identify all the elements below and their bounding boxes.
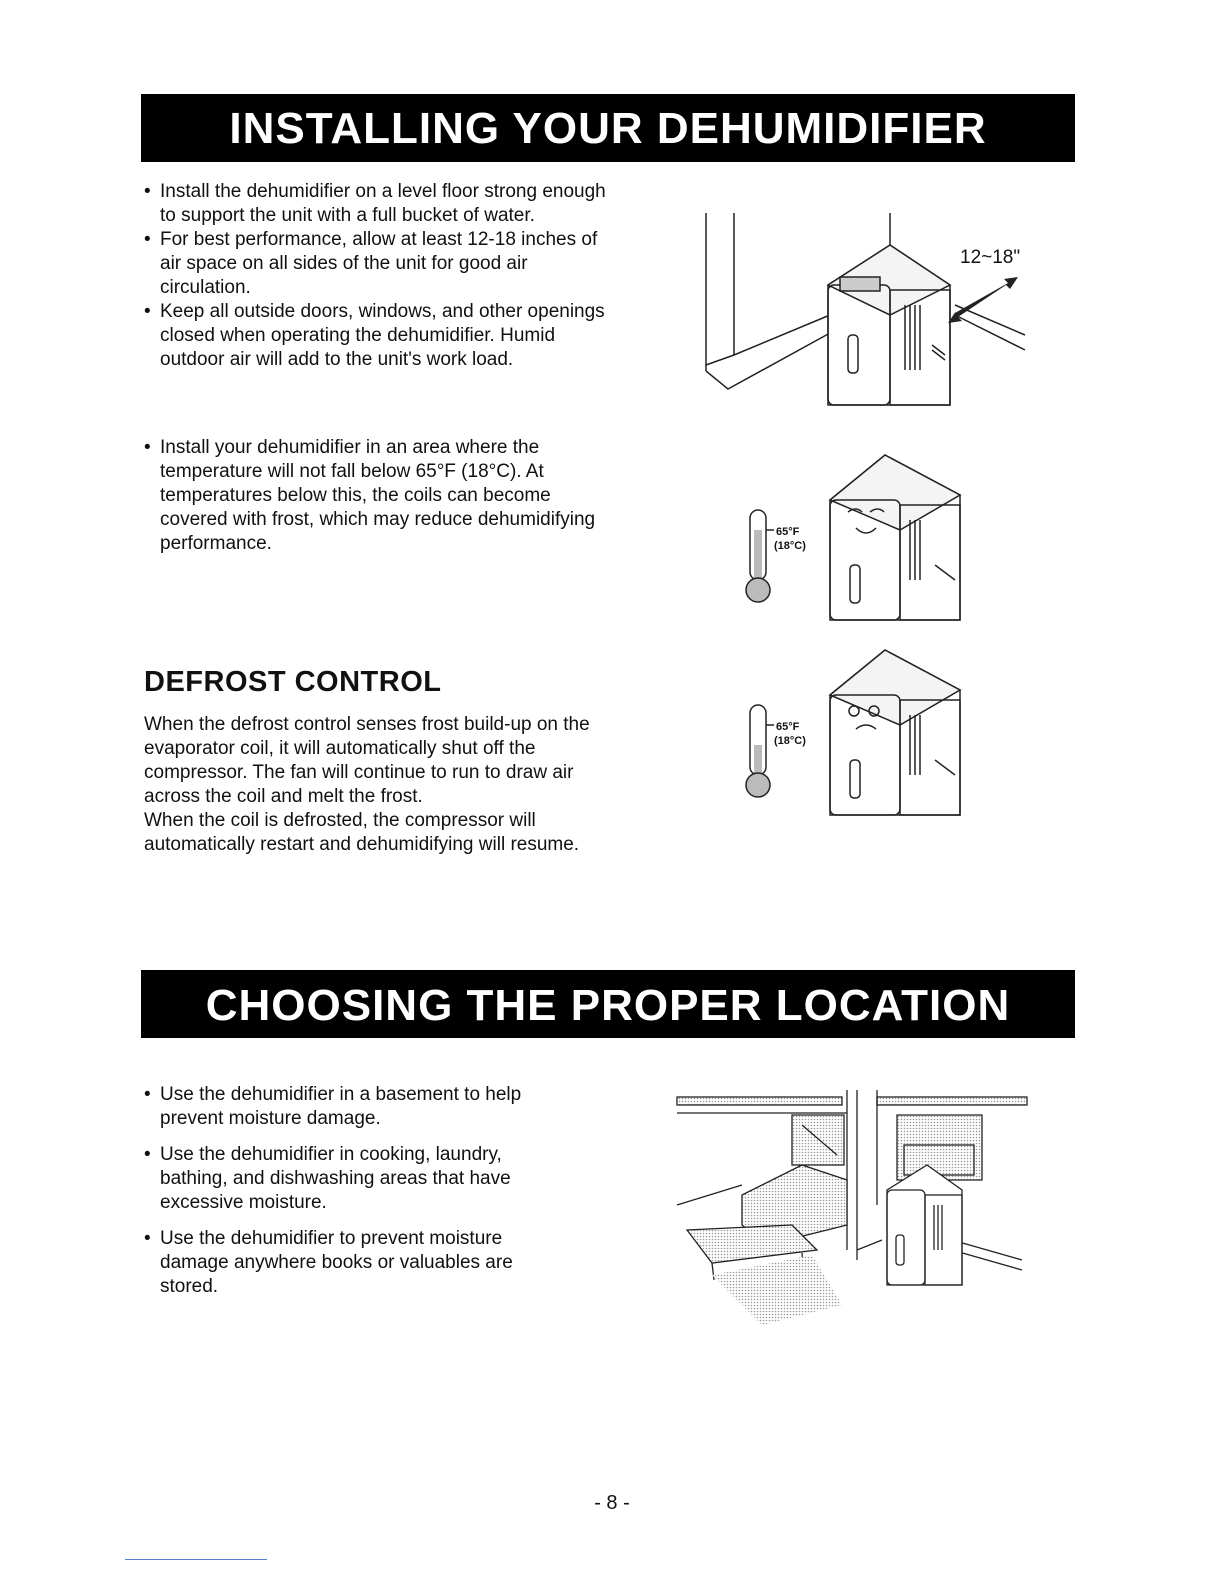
temperature-bullet — [144, 436, 674, 556]
section-title-location: CHOOSING THE PROPER LOCATION — [141, 970, 1075, 1038]
list-item — [144, 1143, 624, 1215]
bullet-icon: • — [144, 229, 151, 250]
cold-temperature-illustration — [730, 645, 970, 845]
text-line: Install your dehumidifier in an area where the — [160, 437, 540, 458]
list-item — [144, 436, 674, 556]
footer-rule — [125, 1559, 267, 1560]
text-line: Use the dehumidifier in cooking, laundry, — [160, 1144, 502, 1165]
text-line: across the coil and melt the frost. — [144, 786, 423, 807]
text-line: covered with frost, which may reduce dehumidifying — [160, 509, 596, 530]
text-line: Use the dehumidifier to prevent moisture — [160, 1228, 503, 1249]
text-line: temperature will not fall below 65°F (18°C). At — [160, 461, 544, 482]
text-line: prevent moisture damage. — [160, 1108, 381, 1129]
defrost-text — [144, 713, 674, 857]
page-number: - 8 - — [594, 1492, 630, 1514]
text-line: excessive moisture. — [160, 1192, 327, 1213]
text-line: Install the dehumidifier on a level floor strong enough — [160, 181, 606, 202]
text-line: stored. — [160, 1276, 219, 1297]
install-bullets — [144, 180, 674, 372]
list-item — [144, 180, 674, 228]
warm-temperature-illustration — [730, 450, 970, 650]
thermometer-f-label: 65°F — [776, 721, 800, 733]
clearance-illustration — [700, 205, 1040, 420]
bullet-icon: • — [144, 1084, 151, 1105]
room-illustration — [672, 1085, 1032, 1330]
clearance-label: 12~18" — [960, 247, 1021, 268]
bullet-icon: • — [144, 437, 151, 458]
text-line: When the defrost control senses frost build-up on the — [144, 714, 590, 735]
text-line: For best performance, allow at least 12-18 inches of — [160, 229, 598, 250]
text-line: Use the dehumidifier in a basement to help — [160, 1084, 522, 1105]
defrost-heading: DEFROST CONTROL — [144, 666, 442, 698]
bullet-icon: • — [144, 1144, 151, 1165]
bullet-icon: • — [144, 181, 151, 202]
section-title-installing: INSTALLING YOUR DEHUMIDIFIER — [141, 94, 1075, 162]
text-line: outdoor air will add to the unit's work load. — [160, 349, 514, 370]
text-line: automatically restart and dehumidifying will resume. — [144, 834, 580, 855]
text-line: performance. — [160, 533, 272, 554]
text-line: damage anywhere books or valuables are — [160, 1252, 513, 1273]
text-line: compressor. The fan will continue to run to draw air — [144, 762, 574, 783]
thermometer-c-label: (18°C) — [774, 735, 806, 747]
clearance-arrow-icon — [948, 277, 1018, 323]
bullet-icon: • — [144, 301, 151, 322]
text-line: evaporator coil, it will automatically shut off the — [144, 738, 536, 759]
text-line: Keep all outside doors, windows, and other openings — [160, 301, 605, 322]
text-line: When the coil is defrosted, the compressor will — [144, 810, 536, 831]
bullet-icon: • — [144, 1228, 151, 1249]
text-line: closed when operating the dehumidifier. Humid — [160, 325, 556, 346]
text-line: air space on all sides of the unit for good air — [160, 253, 528, 274]
thermometer-f-label: 65°F — [776, 526, 800, 538]
text-line: temperatures below this, the coils can become — [160, 485, 551, 506]
text-line: bathing, and dishwashing areas that have — [160, 1168, 511, 1189]
list-item — [144, 1227, 624, 1299]
list-item — [144, 228, 674, 300]
thermometer-c-label: (18°C) — [774, 540, 806, 552]
text-line: to support the unit with a full bucket of water. — [160, 205, 535, 226]
list-item — [144, 1083, 624, 1131]
text-line: circulation. — [160, 277, 251, 298]
location-bullets — [144, 1083, 624, 1299]
list-item — [144, 300, 674, 372]
